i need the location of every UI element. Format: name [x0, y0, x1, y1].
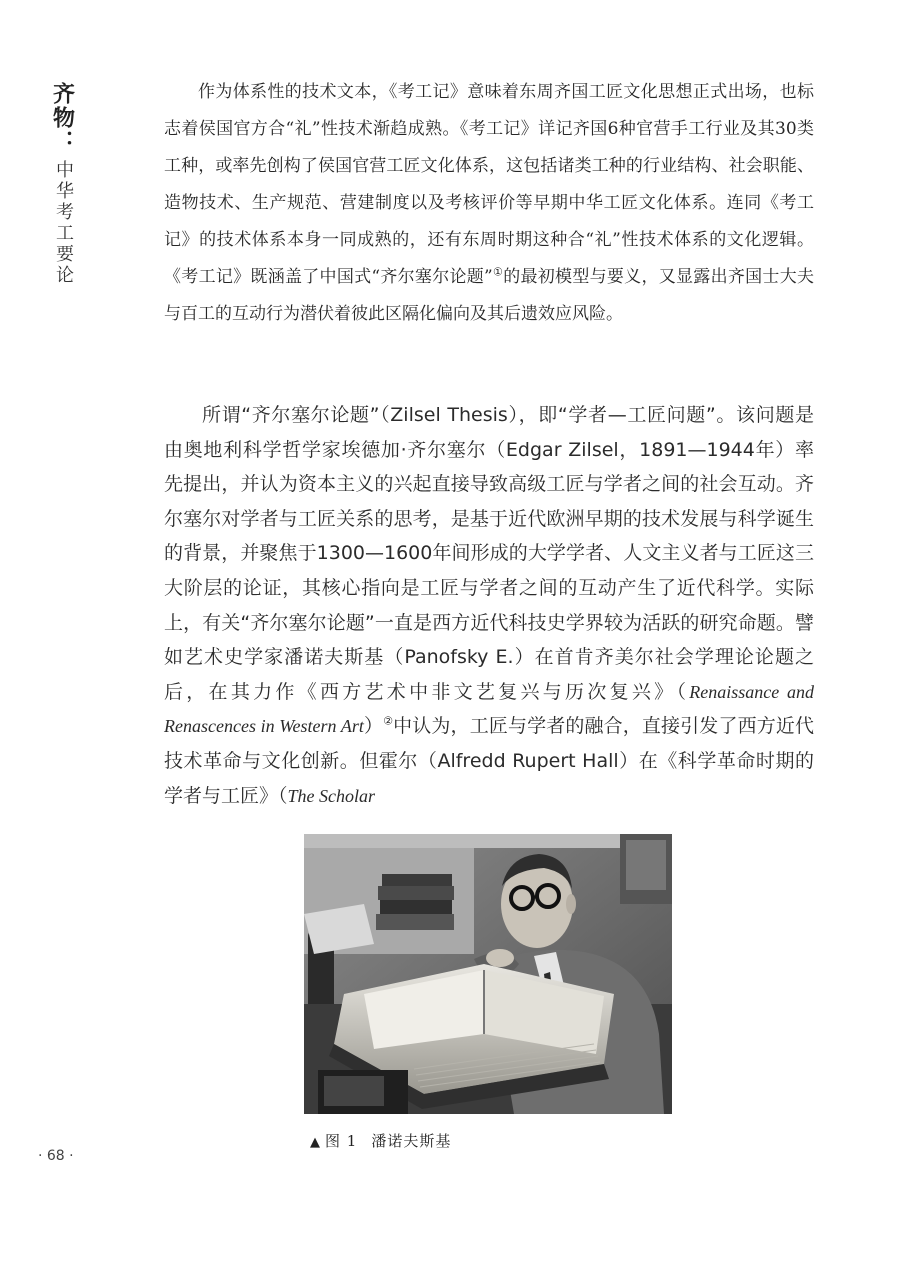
book-title-italic-1: Renaissance and Renascences in Western Art — [164, 681, 814, 737]
running-head-main: 齐物： — [49, 82, 76, 154]
caption-text: 潘诺夫斯基 — [371, 1132, 452, 1150]
paragraph-2-text-a: 所谓“齐尔塞尔论题”（Zilsel Thesis），即“学者—工匠问题”。该问题是由奥地利科学哲学家埃德加·齐尔塞尔（Edgar Zilsel，1891—1944年）率先提出，并认为资本主义的兴起直接导致高级工匠与学者之间的社会互动。齐尔塞尔对学者与工匠关系的思考，是基于近代欧洲早期的技术发展与科学诞生的背景，并聚焦于1300—1600年间形成的大学学者、人文主义者与工匠这三大阶层的论证，其核心指向是工匠与学者之间的互动产生了近代科学。实际上，有关“齐尔塞尔论题”一直是西方近代科技史学界较为活跃的研究命题。譬如艺术史学家潘诺夫斯基（Panofsky E.）在首肯齐美尔社会学理论论题之后，在其力作《西方艺术中非文艺复兴与历次复兴》（ — [164, 404, 814, 703]
footnote-ref-1[interactable]: ① — [492, 265, 504, 279]
paragraph-1-text-a: 作为体系性的技术文本，《考工记》意味着东周齐国工匠文化思想正式出场，也标志着侯国官方合“礼”性技术渐趋成熟。《考工记》详记齐国6种官营手工行业及其30类工种，或率先创构了侯国官营工匠文化体系，这包括诸类工种的行业结构、社会职能、造物技术、生产规范、营建制度以及考核评价等早期中华工匠文化体系。连同《考工记》的技术体系本身一同成熟的，还有东周时期这种合“礼”性技术体系的文化逻辑。《考工记》既涵盖了中国式“齐尔塞尔论题” — [164, 82, 814, 287]
book-title-italic-2: The Scholar — [287, 785, 376, 806]
running-head — [48, 82, 78, 286]
page-number: · 68 · — [38, 1148, 74, 1164]
paragraph-2 — [164, 398, 814, 813]
paragraph-2-text-b: ） — [363, 715, 384, 738]
running-head-sub: 中华考工要论 — [53, 160, 74, 286]
paragraph-1 — [164, 74, 814, 333]
footnote-ref-2[interactable]: ② — [383, 715, 394, 729]
figure-caption — [310, 1130, 451, 1151]
caption-marker-icon: ▲ — [310, 1135, 321, 1150]
figure-photo-panofsky — [304, 834, 672, 1114]
paragraph-1-text-b: 的最初模型与要义，又显露出齐国士大夫与百工的互动行为潜伏着彼此区隔化偏向及其后遗效应风险。 — [164, 267, 814, 324]
caption-figure-number: 图 1 — [325, 1132, 358, 1150]
paragraph-2-text-c: 中认为，工匠与学者的融合，直接引发了西方近代技术革命与文化创新。但霍尔（Alfredd Rupert Hall）在《科学革命时期的学者与工匠》（ — [164, 715, 814, 807]
